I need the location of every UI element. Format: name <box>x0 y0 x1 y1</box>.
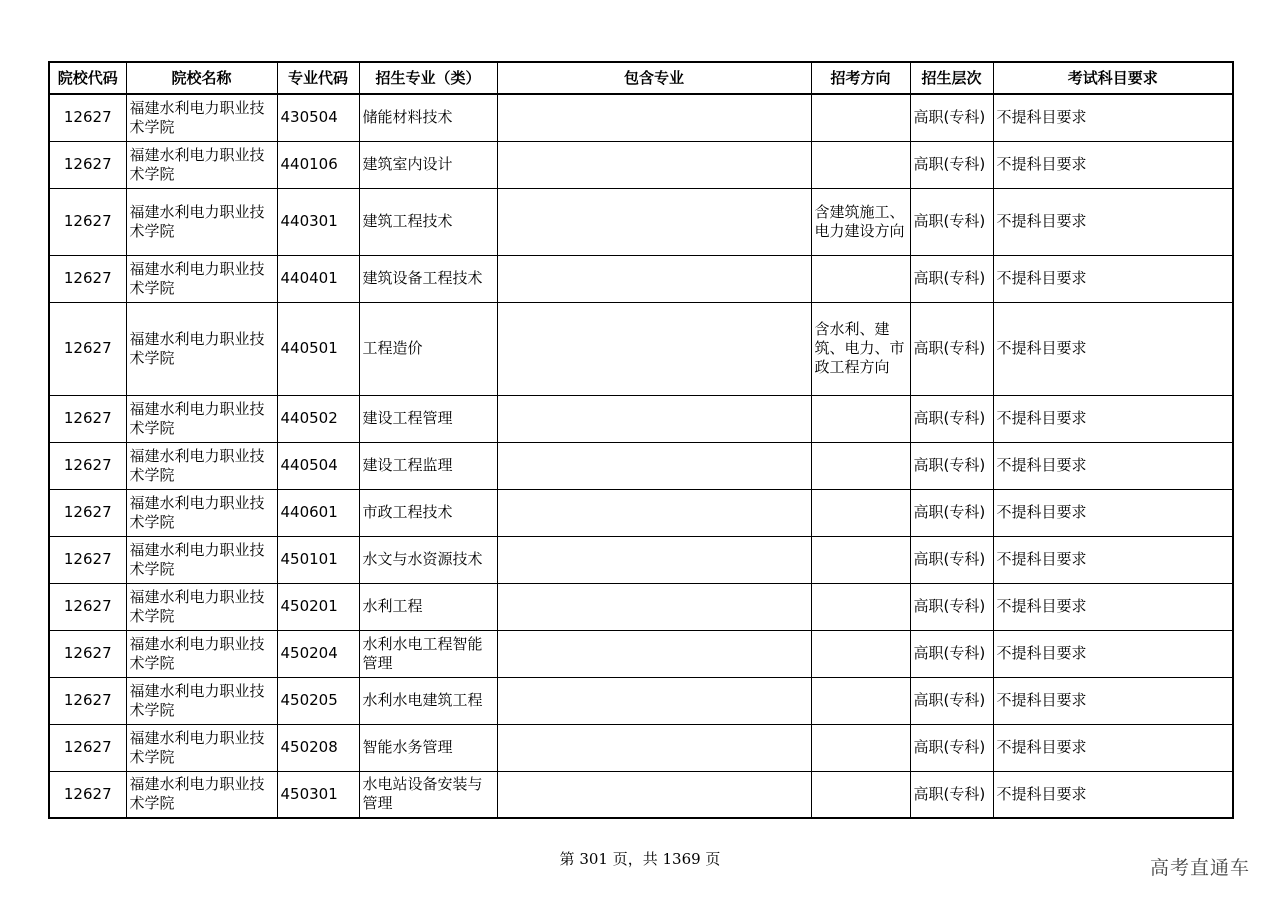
requirement-cell: 不提科目要求 <box>993 724 1233 771</box>
major-code-cell: 450208 <box>277 724 359 771</box>
major-code-cell: 430504 <box>277 94 359 141</box>
header-included-majors: 包含专业 <box>497 62 811 94</box>
table-row <box>49 771 1233 818</box>
major-cell: 水电站设备安装与管理 <box>359 771 497 818</box>
included-majors-cell <box>497 94 811 141</box>
requirement-cell: 不提科目要求 <box>993 630 1233 677</box>
table-row <box>49 489 1233 536</box>
major-cell: 水利水电建筑工程 <box>359 677 497 724</box>
level-cell: 高职(专科) <box>910 677 993 724</box>
major-code-cell: 450201 <box>277 583 359 630</box>
header-major: 招生专业（类） <box>359 62 497 94</box>
level-cell: 高职(专科) <box>910 255 993 302</box>
table-header-row <box>49 62 1233 94</box>
direction-cell <box>811 489 910 536</box>
header-level: 招生层次 <box>910 62 993 94</box>
major-code-cell: 440502 <box>277 395 359 442</box>
direction-cell <box>811 94 910 141</box>
major-code-cell: 440601 <box>277 489 359 536</box>
level-cell: 高职(专科) <box>910 442 993 489</box>
level-cell: 高职(专科) <box>910 630 993 677</box>
direction-cell: 含建筑施工、电力建设方向 <box>811 188 910 255</box>
direction-cell <box>811 771 910 818</box>
level-cell: 高职(专科) <box>910 141 993 188</box>
header-major-code: 专业代码 <box>277 62 359 94</box>
major-cell: 水文与水资源技术 <box>359 536 497 583</box>
level-cell: 高职(专科) <box>910 395 993 442</box>
major-code-cell: 440504 <box>277 442 359 489</box>
direction-cell <box>811 141 910 188</box>
included-majors-cell <box>497 536 811 583</box>
table-row <box>49 583 1233 630</box>
school-name-cell: 福建水利电力职业技术学院 <box>126 583 277 630</box>
school-name-cell: 福建水利电力职业技术学院 <box>126 395 277 442</box>
table-row <box>49 141 1233 188</box>
major-code-cell: 440301 <box>277 188 359 255</box>
level-cell: 高职(专科) <box>910 94 993 141</box>
included-majors-cell <box>497 395 811 442</box>
school-code-cell: 12627 <box>49 141 126 188</box>
school-code-cell: 12627 <box>49 771 126 818</box>
school-code-cell: 12627 <box>49 255 126 302</box>
school-name-cell: 福建水利电力职业技术学院 <box>126 630 277 677</box>
major-code-cell: 440501 <box>277 302 359 395</box>
included-majors-cell <box>497 442 811 489</box>
major-code-cell: 440106 <box>277 141 359 188</box>
major-cell: 储能材料技术 <box>359 94 497 141</box>
header-school-name: 院校名称 <box>126 62 277 94</box>
requirement-cell: 不提科目要求 <box>993 94 1233 141</box>
requirement-cell: 不提科目要求 <box>993 536 1233 583</box>
included-majors-cell <box>497 141 811 188</box>
requirement-cell: 不提科目要求 <box>993 771 1233 818</box>
requirement-cell: 不提科目要求 <box>993 583 1233 630</box>
direction-cell <box>811 583 910 630</box>
major-cell: 市政工程技术 <box>359 489 497 536</box>
major-cell: 水利水电工程智能管理 <box>359 630 497 677</box>
level-cell: 高职(专科) <box>910 302 993 395</box>
requirement-cell: 不提科目要求 <box>993 188 1233 255</box>
school-name-cell: 福建水利电力职业技术学院 <box>126 442 277 489</box>
table-row <box>49 630 1233 677</box>
included-majors-cell <box>497 188 811 255</box>
requirement-cell: 不提科目要求 <box>993 677 1233 724</box>
level-cell: 高职(专科) <box>910 536 993 583</box>
school-name-cell: 福建水利电力职业技术学院 <box>126 302 277 395</box>
direction-cell <box>811 395 910 442</box>
direction-cell <box>811 677 910 724</box>
level-cell: 高职(专科) <box>910 771 993 818</box>
level-cell: 高职(专科) <box>910 583 993 630</box>
direction-cell <box>811 724 910 771</box>
included-majors-cell <box>497 255 811 302</box>
included-majors-cell <box>497 302 811 395</box>
level-cell: 高职(专科) <box>910 489 993 536</box>
watermark: 高考直通车 <box>1149 857 1250 879</box>
major-cell: 建设工程管理 <box>359 395 497 442</box>
major-code-cell: 450101 <box>277 536 359 583</box>
school-code-cell: 12627 <box>49 536 126 583</box>
school-code-cell: 12627 <box>49 302 126 395</box>
requirement-cell: 不提科目要求 <box>993 302 1233 395</box>
table-row <box>49 536 1233 583</box>
school-code-cell: 12627 <box>49 489 126 536</box>
school-name-cell: 福建水利电力职业技术学院 <box>126 141 277 188</box>
major-code-cell: 450205 <box>277 677 359 724</box>
header-requirement: 考试科目要求 <box>993 62 1233 94</box>
requirement-cell: 不提科目要求 <box>993 255 1233 302</box>
requirement-cell: 不提科目要求 <box>993 395 1233 442</box>
school-code-cell: 12627 <box>49 583 126 630</box>
table-row <box>49 677 1233 724</box>
direction-cell <box>811 442 910 489</box>
school-name-cell: 福建水利电力职业技术学院 <box>126 188 277 255</box>
major-cell: 工程造价 <box>359 302 497 395</box>
included-majors-cell <box>497 630 811 677</box>
included-majors-cell <box>497 489 811 536</box>
page-footer: 第 301 页，共 1369 页 <box>559 850 721 868</box>
table-row <box>49 395 1233 442</box>
table-row <box>49 188 1233 255</box>
table-row <box>49 94 1233 141</box>
direction-cell: 含水利、建筑、电力、市政工程方向 <box>811 302 910 395</box>
school-code-cell: 12627 <box>49 677 126 724</box>
school-code-cell: 12627 <box>49 630 126 677</box>
school-code-cell: 12627 <box>49 724 126 771</box>
level-cell: 高职(专科) <box>910 724 993 771</box>
school-name-cell: 福建水利电力职业技术学院 <box>126 677 277 724</box>
header-direction: 招考方向 <box>811 62 910 94</box>
school-code-cell: 12627 <box>49 442 126 489</box>
school-name-cell: 福建水利电力职业技术学院 <box>126 489 277 536</box>
major-cell: 建筑室内设计 <box>359 141 497 188</box>
school-code-cell: 12627 <box>49 188 126 255</box>
admissions-table <box>48 61 1234 819</box>
included-majors-cell <box>497 724 811 771</box>
major-cell: 建筑设备工程技术 <box>359 255 497 302</box>
major-code-cell: 450301 <box>277 771 359 818</box>
table-row <box>49 255 1233 302</box>
requirement-cell: 不提科目要求 <box>993 141 1233 188</box>
major-cell: 水利工程 <box>359 583 497 630</box>
major-cell: 建筑工程技术 <box>359 188 497 255</box>
table-row <box>49 724 1233 771</box>
school-name-cell: 福建水利电力职业技术学院 <box>126 536 277 583</box>
school-name-cell: 福建水利电力职业技术学院 <box>126 724 277 771</box>
table-row <box>49 302 1233 395</box>
included-majors-cell <box>497 677 811 724</box>
school-name-cell: 福建水利电力职业技术学院 <box>126 94 277 141</box>
major-code-cell: 440401 <box>277 255 359 302</box>
major-cell: 建设工程监理 <box>359 442 497 489</box>
direction-cell <box>811 536 910 583</box>
direction-cell <box>811 630 910 677</box>
header-school-code: 院校代码 <box>49 62 126 94</box>
table-row <box>49 442 1233 489</box>
school-code-cell: 12627 <box>49 395 126 442</box>
major-code-cell: 450204 <box>277 630 359 677</box>
school-name-cell: 福建水利电力职业技术学院 <box>126 255 277 302</box>
direction-cell <box>811 255 910 302</box>
requirement-cell: 不提科目要求 <box>993 489 1233 536</box>
included-majors-cell <box>497 583 811 630</box>
included-majors-cell <box>497 771 811 818</box>
requirement-cell: 不提科目要求 <box>993 442 1233 489</box>
school-name-cell: 福建水利电力职业技术学院 <box>126 771 277 818</box>
major-cell: 智能水务管理 <box>359 724 497 771</box>
school-code-cell: 12627 <box>49 94 126 141</box>
level-cell: 高职(专科) <box>910 188 993 255</box>
